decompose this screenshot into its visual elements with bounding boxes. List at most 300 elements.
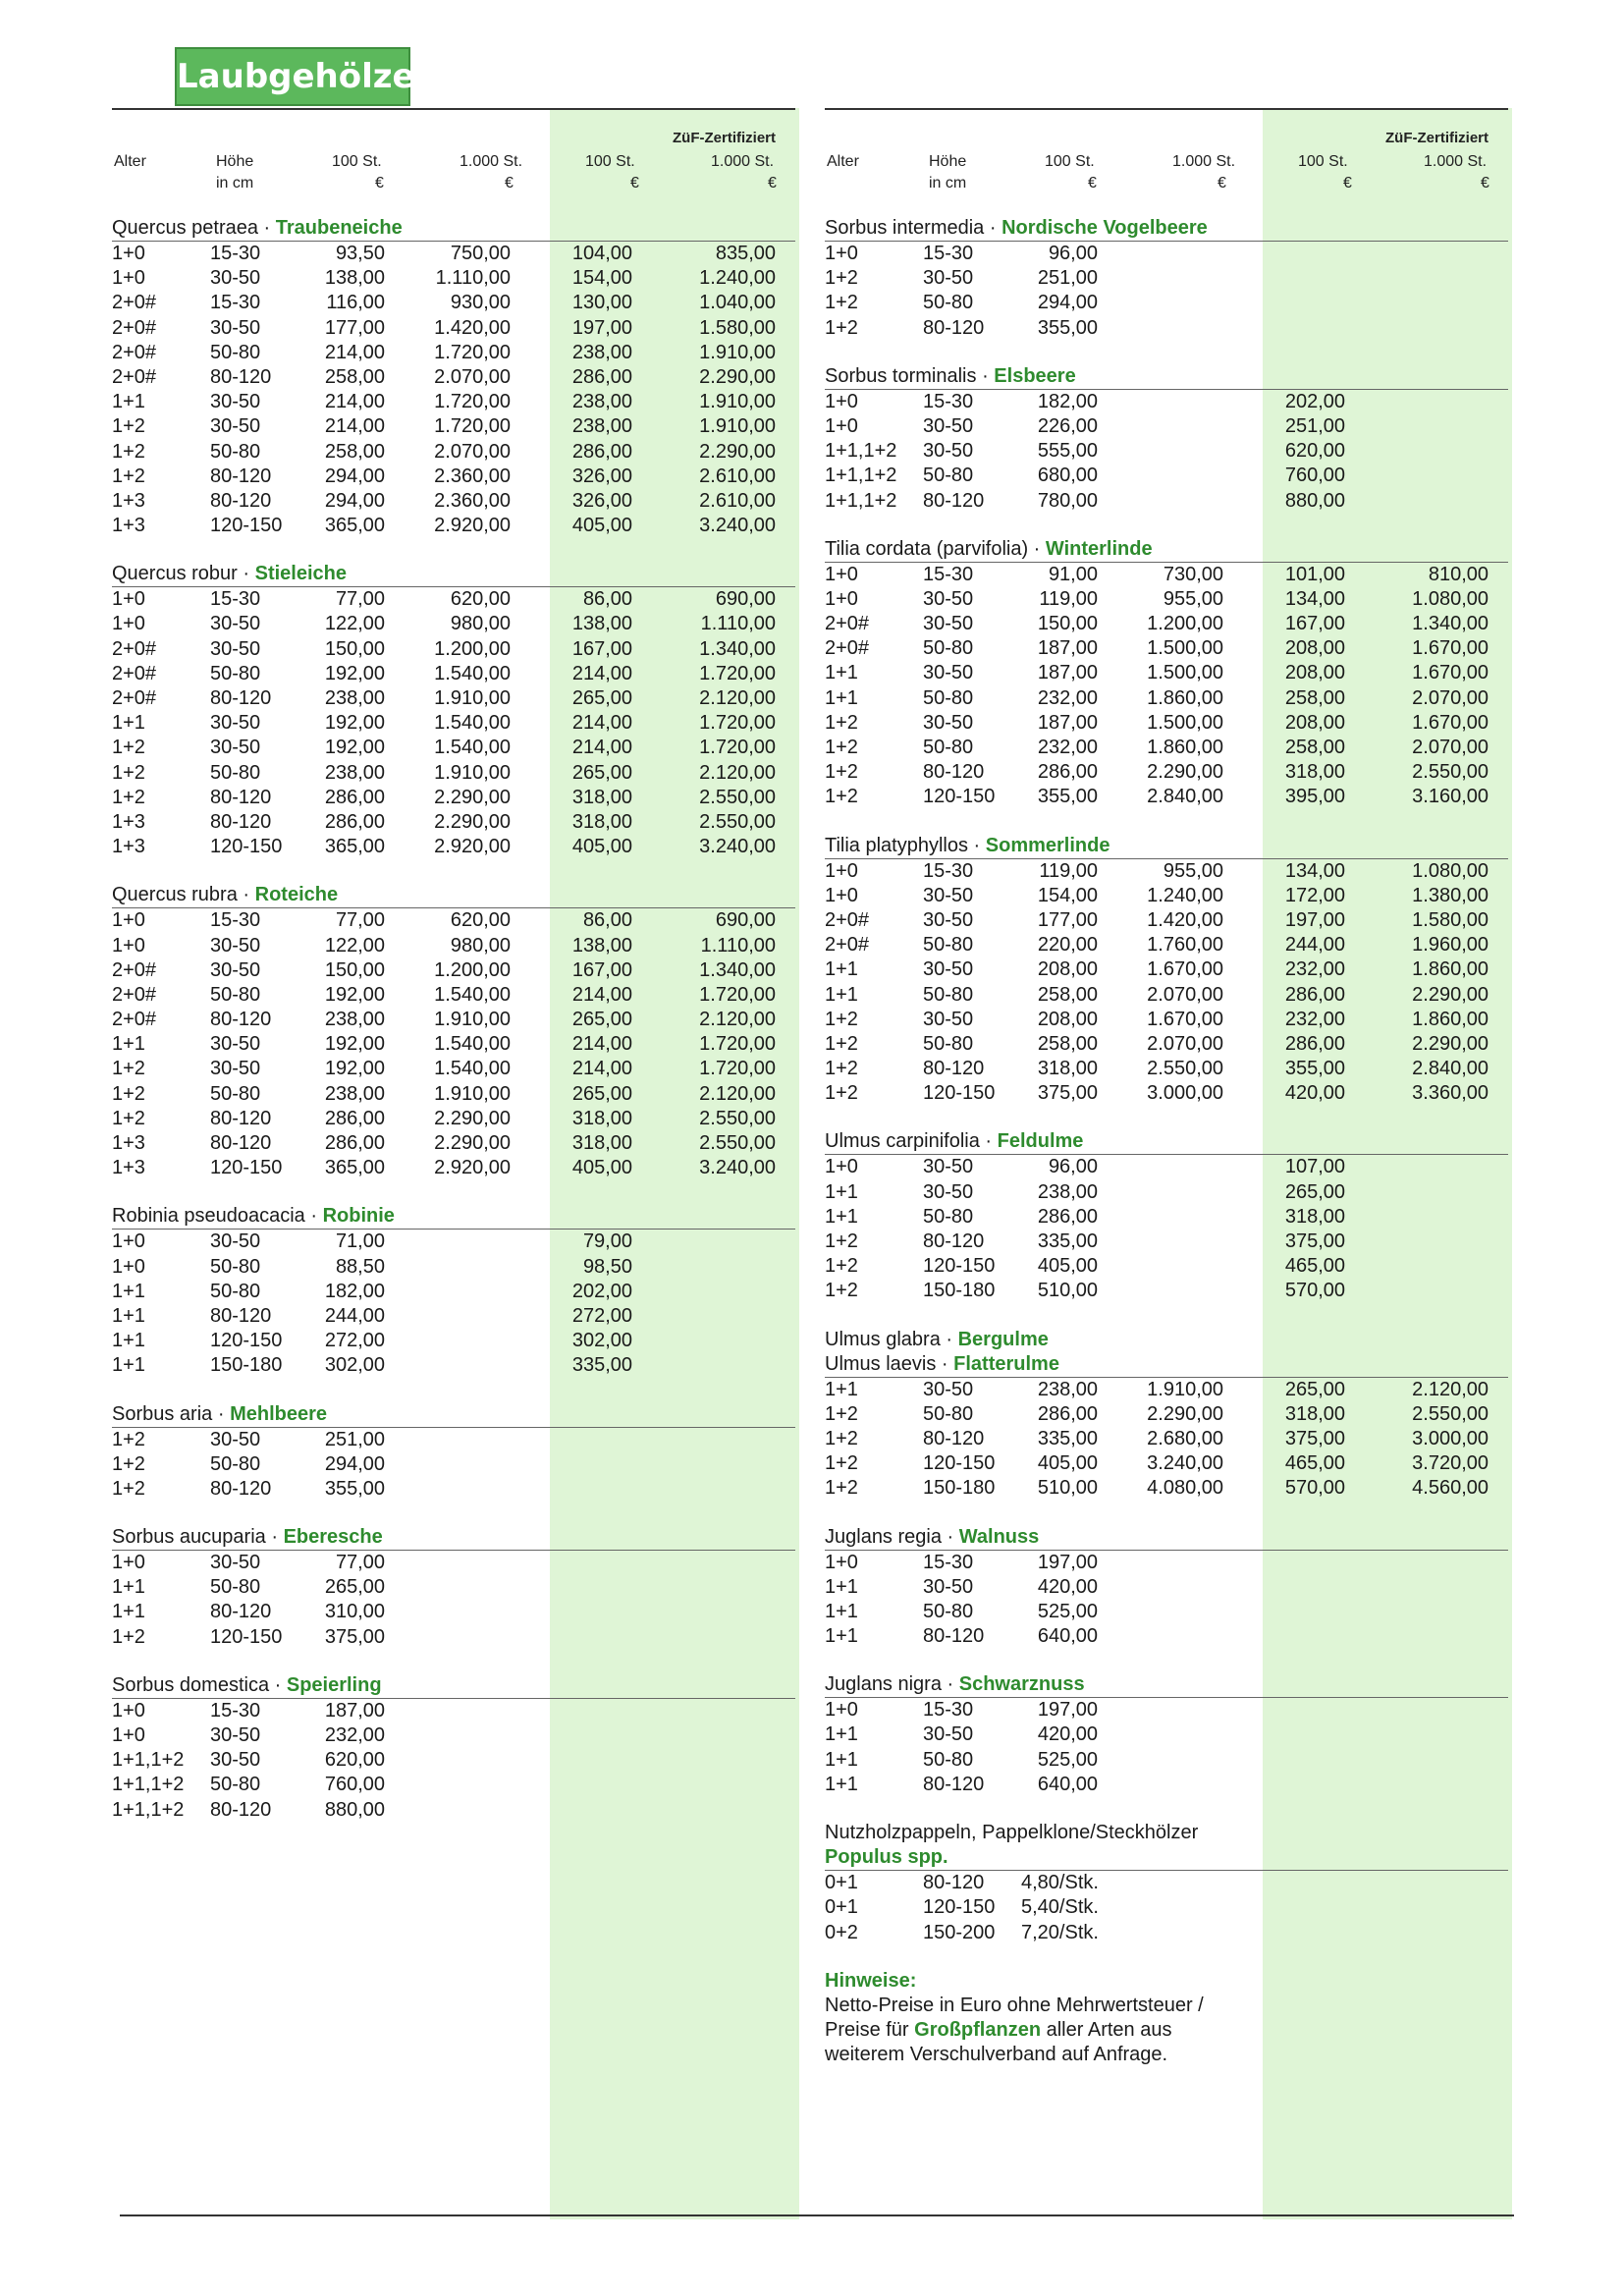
cell-cert-100: 286,00 bbox=[1284, 983, 1345, 1006]
cell-cert-1000: 2.610,00 bbox=[699, 465, 776, 487]
cell-alter: 1+0 bbox=[825, 884, 858, 906]
cell-hoehe: 30-50 bbox=[923, 587, 974, 610]
cell-price-each: 5,40/Stk. bbox=[1021, 1896, 1099, 1919]
price-row bbox=[825, 785, 1508, 809]
price-row bbox=[825, 1551, 1508, 1575]
price-row bbox=[825, 439, 1508, 464]
cell-cert-1000: 1.080,00 bbox=[1412, 859, 1489, 882]
cell-price-100: 77,00 bbox=[335, 1552, 385, 1574]
price-row bbox=[825, 316, 1508, 341]
cell-price-1000: 750,00 bbox=[450, 243, 511, 264]
cell-hoehe: 15-30 bbox=[923, 859, 974, 882]
separator: · bbox=[265, 1526, 284, 1549]
cell-alter: 2+0# bbox=[825, 908, 870, 931]
left-sections bbox=[112, 216, 795, 1846]
cell-hoehe: 80-120 bbox=[210, 1107, 272, 1129]
cell-price-100: 116,00 bbox=[326, 292, 385, 314]
price-row bbox=[825, 464, 1508, 488]
cell-hoehe: 30-50 bbox=[923, 267, 974, 290]
cell-hoehe: 50-80 bbox=[210, 1082, 261, 1105]
cell-hoehe: 80-120 bbox=[210, 1601, 272, 1623]
cell-cert-100: 302,00 bbox=[571, 1330, 632, 1352]
cell-hoehe: 80-120 bbox=[923, 761, 985, 784]
cell-cert-1000: 3.240,00 bbox=[699, 1157, 776, 1179]
cell-price-100: 335,00 bbox=[1037, 1427, 1098, 1449]
cell-price-1000: 1.860,00 bbox=[1147, 737, 1223, 758]
cell-price-1000: 955,00 bbox=[1163, 587, 1223, 610]
species-section bbox=[112, 1402, 795, 1503]
cell-price-1000: 1.500,00 bbox=[1147, 637, 1223, 660]
cell-price-100: 420,00 bbox=[1037, 1575, 1098, 1598]
species-section bbox=[825, 216, 1508, 341]
cell-hoehe: 15-30 bbox=[210, 243, 261, 264]
cell-price-1000: 1.540,00 bbox=[434, 983, 511, 1006]
cell-cert-100: 134,00 bbox=[1284, 859, 1345, 882]
cell-hoehe: 30-50 bbox=[923, 958, 974, 981]
cell-hoehe: 120-150 bbox=[210, 1157, 283, 1179]
cell-cert-1000: 2.550,00 bbox=[699, 1132, 776, 1154]
cell-price-1000: 1.760,00 bbox=[1147, 934, 1223, 957]
cell-cert-100: 286,00 bbox=[571, 365, 632, 388]
cell-price-1000: 1.200,00 bbox=[1147, 613, 1223, 635]
cell-cert-1000: 690,00 bbox=[715, 588, 776, 611]
cell-hoehe: 150-180 bbox=[923, 1280, 996, 1302]
price-row bbox=[112, 736, 795, 760]
cell-price-1000: 1.720,00 bbox=[434, 341, 511, 363]
price-row bbox=[112, 465, 795, 489]
species-title bbox=[112, 883, 795, 908]
cell-price-100: 150,00 bbox=[324, 637, 385, 660]
cell-cert-1000: 2.120,00 bbox=[699, 761, 776, 784]
header-z1000-currency: € bbox=[768, 175, 777, 191]
cell-alter: 2+0# bbox=[112, 983, 157, 1006]
species-title bbox=[825, 1352, 1508, 1378]
price-row bbox=[825, 1081, 1508, 1106]
cell-price-100: 286,00 bbox=[1037, 1402, 1098, 1425]
cell-hoehe: 80-120 bbox=[210, 489, 272, 512]
species-latin: Tilia platyphyllos bbox=[825, 834, 968, 856]
price-row bbox=[112, 1551, 795, 1575]
cell-price-1000: 1.420,00 bbox=[1147, 908, 1223, 931]
price-row bbox=[825, 612, 1508, 636]
cell-alter: 1+1 bbox=[112, 1330, 145, 1352]
cell-cert-1000: 1.910,00 bbox=[699, 341, 776, 363]
cell-cert-1000: 3.240,00 bbox=[699, 836, 776, 858]
cell-alter: 1+3 bbox=[112, 489, 145, 512]
cell-alter: 1+0 bbox=[112, 1552, 145, 1574]
species-section bbox=[112, 1673, 795, 1823]
cell-price-100: 91,00 bbox=[1048, 563, 1098, 585]
header-z100: 100 St. bbox=[1298, 153, 1348, 170]
cell-alter: 2+0# bbox=[112, 292, 157, 314]
cell-alter: 1+2 bbox=[825, 1058, 858, 1080]
cell-cert-1000: 2.550,00 bbox=[1412, 761, 1489, 784]
cell-cert-1000: 1.720,00 bbox=[699, 1058, 776, 1080]
cell-cert-100: 232,00 bbox=[1284, 1008, 1345, 1030]
header-z1000: 1.000 St. bbox=[711, 153, 775, 170]
cell-cert-1000: 1.380,00 bbox=[1412, 884, 1489, 906]
cell-alter: 1+2 bbox=[112, 1477, 145, 1500]
cell-price-1000: 2.920,00 bbox=[434, 515, 511, 537]
cell-hoehe: 80-120 bbox=[210, 1798, 272, 1821]
cell-alter: 1+1 bbox=[825, 958, 858, 981]
cell-price-100: 238,00 bbox=[324, 761, 385, 784]
price-row bbox=[825, 1748, 1508, 1773]
price-row bbox=[112, 514, 795, 538]
cell-cert-1000: 1.860,00 bbox=[1412, 958, 1489, 981]
cell-price-100: 187,00 bbox=[1037, 637, 1098, 660]
cell-alter: 1+2 bbox=[112, 737, 145, 759]
cell-alter: 1+2 bbox=[825, 1402, 858, 1425]
header-p1000: 1.000 St. bbox=[460, 153, 523, 170]
cell-cert-100: 265,00 bbox=[571, 1009, 632, 1031]
cell-cert-1000: 1.720,00 bbox=[699, 1033, 776, 1056]
separator: · bbox=[269, 1673, 287, 1696]
cell-hoehe: 30-50 bbox=[923, 613, 974, 635]
cell-alter: 1+1 bbox=[825, 686, 858, 709]
species-latin: Sorbus torminalis bbox=[825, 364, 977, 387]
price-row bbox=[825, 711, 1508, 736]
bottom-rule bbox=[120, 2214, 1514, 2216]
cell-price-100: 265,00 bbox=[324, 1576, 385, 1599]
cell-cert-1000: 2.610,00 bbox=[699, 489, 776, 512]
cell-hoehe: 30-50 bbox=[210, 958, 261, 981]
price-row bbox=[825, 1279, 1508, 1303]
price-row bbox=[112, 1156, 795, 1180]
cell-alter: 2+0# bbox=[112, 365, 157, 388]
cell-price-1000: 2.070,00 bbox=[1147, 983, 1223, 1006]
price-row bbox=[112, 489, 795, 514]
cell-hoehe: 30-50 bbox=[923, 1008, 974, 1030]
cell-cert-100: 214,00 bbox=[571, 1033, 632, 1056]
cell-cert-100: 258,00 bbox=[1284, 737, 1345, 758]
cell-price-100: 93,50 bbox=[335, 243, 385, 264]
cell-cert-100: 197,00 bbox=[1284, 908, 1345, 931]
price-row bbox=[112, 1477, 795, 1502]
cell-price-100: 238,00 bbox=[324, 687, 385, 709]
cell-cert-100: 202,00 bbox=[571, 1280, 632, 1302]
cell-hoehe: 50-80 bbox=[923, 737, 974, 758]
cell-alter: 1+0 bbox=[112, 1699, 145, 1722]
cert-label: ZüF-Zertifiziert bbox=[1385, 130, 1489, 146]
species-latin: Sorbus intermedia bbox=[825, 217, 985, 239]
cell-price-100: 760,00 bbox=[324, 1774, 385, 1796]
price-row bbox=[112, 711, 795, 736]
poplar-intro: Nutzholzpappeln, Pappelklone/Steckhölzer bbox=[825, 1822, 1199, 1843]
species-german: Eberesche bbox=[283, 1526, 383, 1549]
species-title bbox=[112, 1525, 795, 1551]
cell-alter: 0+2 bbox=[825, 1921, 858, 1943]
cell-cert-100: 405,00 bbox=[571, 515, 632, 537]
cell-price-100: 238,00 bbox=[1037, 1180, 1098, 1203]
cell-price-1000: 1.540,00 bbox=[434, 1058, 511, 1080]
cell-hoehe: 30-50 bbox=[210, 1033, 261, 1056]
cell-hoehe: 80-120 bbox=[210, 786, 272, 808]
cell-hoehe: 30-50 bbox=[210, 1749, 261, 1772]
cell-price-100: 294,00 bbox=[324, 489, 385, 512]
cell-price-1000: 1.540,00 bbox=[434, 737, 511, 759]
cell-hoehe: 50-80 bbox=[210, 341, 261, 363]
price-row bbox=[112, 1008, 795, 1032]
price-row bbox=[825, 242, 1508, 266]
cell-alter: 1+2 bbox=[825, 711, 858, 734]
cell-cert-100: 134,00 bbox=[1284, 587, 1345, 610]
cell-cert-100: 167,00 bbox=[571, 637, 632, 660]
cell-price-1000: 1.540,00 bbox=[434, 662, 511, 684]
separator: · bbox=[979, 1130, 998, 1153]
cell-alter: 1+1 bbox=[825, 1625, 858, 1648]
cell-hoehe: 150-180 bbox=[923, 1477, 996, 1500]
price-row bbox=[825, 1451, 1508, 1476]
price-row bbox=[112, 662, 795, 686]
cell-alter: 1+1 bbox=[825, 1723, 858, 1746]
header-hoehe: Höhe bbox=[216, 153, 254, 170]
column-header bbox=[825, 108, 1508, 216]
cell-alter: 1+1 bbox=[112, 1304, 145, 1327]
cell-cert-1000: 3.160,00 bbox=[1412, 786, 1489, 808]
cell-hoehe: 30-50 bbox=[210, 637, 261, 660]
cell-cert-100: 107,00 bbox=[1284, 1156, 1345, 1178]
cell-price-1000: 1.540,00 bbox=[434, 1033, 511, 1056]
cell-hoehe: 80-120 bbox=[210, 687, 272, 709]
cell-price-1000: 2.550,00 bbox=[1147, 1058, 1223, 1080]
cell-cert-100: 318,00 bbox=[571, 810, 632, 833]
price-row bbox=[825, 1155, 1508, 1179]
header-z1000: 1.000 St. bbox=[1424, 153, 1488, 170]
cell-price-100: 197,00 bbox=[1037, 1551, 1098, 1573]
cell-price-100: 220,00 bbox=[1037, 934, 1098, 957]
species-german: Nordische Vogelbeere bbox=[1001, 217, 1208, 239]
cell-price-1000: 1.720,00 bbox=[434, 415, 511, 438]
cell-hoehe: 15-30 bbox=[210, 909, 261, 932]
cell-price-100: 96,00 bbox=[1048, 1156, 1098, 1178]
species-title bbox=[825, 1672, 1508, 1698]
cell-cert-100: 318,00 bbox=[571, 1107, 632, 1129]
cell-cert-100: 208,00 bbox=[1284, 662, 1345, 684]
cell-price-100: 405,00 bbox=[1037, 1452, 1098, 1475]
cell-hoehe: 80-120 bbox=[210, 810, 272, 833]
price-row bbox=[112, 958, 795, 983]
separator: · bbox=[968, 834, 986, 856]
cell-price-1000: 1.540,00 bbox=[434, 712, 511, 735]
cell-price-each: 4,80/Stk. bbox=[1021, 1872, 1099, 1894]
separator: · bbox=[1028, 537, 1046, 560]
cell-cert-100: 265,00 bbox=[571, 761, 632, 784]
species-latin: Juglans nigra bbox=[825, 1673, 942, 1696]
cell-price-1000: 730,00 bbox=[1163, 563, 1223, 585]
cell-hoehe: 50-80 bbox=[923, 637, 974, 660]
cell-hoehe: 50-80 bbox=[923, 1032, 974, 1055]
species-latin: Sorbus aucuparia bbox=[112, 1526, 266, 1549]
cell-price-100: 214,00 bbox=[324, 391, 385, 413]
cell-price-100: 187,00 bbox=[1037, 662, 1098, 684]
species-section bbox=[825, 1129, 1508, 1303]
separator: · bbox=[257, 217, 276, 239]
cell-cert-100: 395,00 bbox=[1284, 786, 1345, 808]
species-german: Roteiche bbox=[254, 884, 339, 906]
cell-price-1000: 1.910,00 bbox=[434, 761, 511, 784]
cell-hoehe: 30-50 bbox=[923, 1180, 974, 1203]
header-alter: Alter bbox=[827, 153, 859, 170]
species-title bbox=[112, 1673, 795, 1699]
species-title bbox=[112, 216, 795, 242]
cell-price-100: 525,00 bbox=[1037, 1600, 1098, 1622]
cell-hoehe: 15-30 bbox=[923, 243, 974, 264]
cell-hoehe: 30-50 bbox=[923, 884, 974, 906]
cell-price-100: 238,00 bbox=[324, 1082, 385, 1105]
cell-cert-100: 214,00 bbox=[571, 712, 632, 735]
cell-alter: 1+2 bbox=[825, 786, 858, 808]
cell-hoehe: 80-120 bbox=[210, 1304, 272, 1327]
cell-price-100: 150,00 bbox=[1037, 613, 1098, 635]
notes-line1: Netto-Preise in Euro ohne Mehrwertsteuer / bbox=[825, 1994, 1204, 2016]
header-p100: 100 St. bbox=[332, 153, 382, 170]
species-german: Flatterulme bbox=[953, 1352, 1059, 1375]
cell-cert-100: 420,00 bbox=[1284, 1082, 1345, 1105]
cell-price-100: 405,00 bbox=[1037, 1255, 1098, 1278]
cell-hoehe: 15-30 bbox=[923, 390, 974, 412]
cell-price-100: 302,00 bbox=[324, 1354, 385, 1377]
cell-hoehe: 80-120 bbox=[210, 1477, 272, 1500]
price-row bbox=[825, 983, 1508, 1008]
cell-price-100: 510,00 bbox=[1037, 1477, 1098, 1500]
cell-cert-100: 272,00 bbox=[571, 1304, 632, 1327]
cert-label: ZüF-Zertifiziert bbox=[673, 130, 776, 146]
cell-price-100: 620,00 bbox=[324, 1749, 385, 1772]
cell-cert-100: 238,00 bbox=[571, 341, 632, 363]
cell-price-100: 286,00 bbox=[1037, 761, 1098, 784]
cell-price-1000: 955,00 bbox=[1163, 859, 1223, 882]
cell-price-100: 197,00 bbox=[1037, 1699, 1098, 1722]
cell-price-100: 177,00 bbox=[324, 316, 385, 339]
poplar-row bbox=[825, 1871, 1508, 1895]
price-row bbox=[825, 1600, 1508, 1624]
cell-alter: 1+0 bbox=[112, 267, 145, 290]
cell-hoehe: 50-80 bbox=[923, 1205, 974, 1228]
cell-price-100: 525,00 bbox=[1037, 1748, 1098, 1771]
cell-cert-100: 405,00 bbox=[571, 1157, 632, 1179]
cell-price-100: 258,00 bbox=[1037, 983, 1098, 1006]
price-row bbox=[825, 489, 1508, 514]
price-row bbox=[112, 1107, 795, 1131]
cell-cert-1000: 1.580,00 bbox=[699, 316, 776, 339]
price-row bbox=[825, 1254, 1508, 1279]
cell-cert-100: 335,00 bbox=[571, 1354, 632, 1377]
cell-price-100: 510,00 bbox=[1037, 1280, 1098, 1302]
cell-cert-1000: 2.290,00 bbox=[699, 365, 776, 388]
species-section bbox=[112, 883, 795, 1180]
cell-price-100: 375,00 bbox=[324, 1625, 385, 1648]
cell-cert-1000: 2.120,00 bbox=[699, 1009, 776, 1031]
cell-hoehe: 50-80 bbox=[210, 983, 261, 1006]
cell-alter: 1+2 bbox=[112, 440, 145, 463]
cell-hoehe: 120-150 bbox=[210, 1330, 283, 1352]
cell-price-1000: 2.290,00 bbox=[434, 1107, 511, 1129]
cell-price-100: 77,00 bbox=[335, 588, 385, 611]
cell-price-100: 192,00 bbox=[324, 983, 385, 1006]
cell-cert-100: 570,00 bbox=[1284, 1477, 1345, 1500]
cell-price-100: 258,00 bbox=[324, 440, 385, 463]
cell-cert-1000: 1.340,00 bbox=[699, 637, 776, 660]
cell-alter: 1+1 bbox=[825, 1773, 858, 1795]
cell-price-100: 208,00 bbox=[1037, 958, 1098, 981]
separator: · bbox=[304, 1205, 323, 1228]
price-row bbox=[112, 1575, 795, 1600]
cell-cert-1000: 1.670,00 bbox=[1412, 637, 1489, 660]
cell-price-100: 182,00 bbox=[1037, 390, 1098, 412]
cell-price-100: 286,00 bbox=[324, 1107, 385, 1129]
cell-hoehe: 50-80 bbox=[923, 292, 974, 314]
species-german: Mehlbeere bbox=[230, 1402, 327, 1425]
cell-price-1000: 980,00 bbox=[450, 934, 511, 957]
cell-alter: 1+0 bbox=[825, 1699, 858, 1722]
cell-hoehe: 15-30 bbox=[210, 292, 261, 314]
cell-alter: 1+0 bbox=[112, 588, 145, 611]
cell-cert-1000: 2.070,00 bbox=[1412, 737, 1489, 758]
cell-hoehe: 15-30 bbox=[923, 1699, 974, 1722]
species-title bbox=[825, 1525, 1508, 1551]
cell-price-100: 555,00 bbox=[1037, 440, 1098, 463]
cell-hoehe: 50-80 bbox=[923, 686, 974, 709]
cell-price-100: 177,00 bbox=[1037, 908, 1098, 931]
cell-price-100: 192,00 bbox=[324, 712, 385, 735]
cell-alter: 1+0 bbox=[825, 587, 858, 610]
price-row bbox=[825, 1476, 1508, 1501]
notes-heading: Hinweise: bbox=[825, 1969, 917, 1992]
cell-price-100: 294,00 bbox=[324, 465, 385, 487]
cell-price-100: 780,00 bbox=[1037, 489, 1098, 512]
cell-price-100: 365,00 bbox=[324, 515, 385, 537]
species-german: Traubeneiche bbox=[275, 217, 403, 239]
cell-price-100: 88,50 bbox=[335, 1255, 385, 1278]
cell-price-100: 122,00 bbox=[324, 613, 385, 635]
cell-cert-1000: 2.070,00 bbox=[1412, 686, 1489, 709]
cell-cert-100: 286,00 bbox=[571, 440, 632, 463]
price-row bbox=[112, 365, 795, 390]
cell-hoehe: 50-80 bbox=[923, 983, 974, 1006]
cell-alter: 1+2 bbox=[825, 292, 858, 314]
cell-cert-100: 214,00 bbox=[571, 983, 632, 1006]
header-alter: Alter bbox=[114, 153, 146, 170]
price-row bbox=[825, 1230, 1508, 1254]
price-row bbox=[112, 686, 795, 711]
cell-hoehe: 15-30 bbox=[923, 1551, 974, 1573]
cell-price-100: 375,00 bbox=[1037, 1082, 1098, 1105]
price-row bbox=[112, 440, 795, 465]
cell-cert-1000: 2.550,00 bbox=[699, 810, 776, 833]
notes-line2-pre: Preise für bbox=[825, 2018, 915, 2041]
cell-alter: 1+0 bbox=[112, 1255, 145, 1278]
species-latin: Tilia cordata (parvifolia) bbox=[825, 537, 1029, 560]
cell-cert-100: 265,00 bbox=[571, 687, 632, 709]
cell-alter: 2+0# bbox=[112, 316, 157, 339]
cell-hoehe: 50-80 bbox=[210, 440, 261, 463]
cell-cert-100: 98,50 bbox=[582, 1255, 632, 1278]
cell-alter: 1+2 bbox=[825, 761, 858, 784]
cell-hoehe: 50-80 bbox=[210, 1280, 261, 1302]
price-row bbox=[112, 1280, 795, 1304]
cell-alter: 1+0 bbox=[825, 1551, 858, 1573]
cell-price-1000: 1.500,00 bbox=[1147, 711, 1223, 734]
cell-cert-100: 265,00 bbox=[571, 1082, 632, 1105]
cell-alter: 1+0 bbox=[825, 563, 858, 585]
cell-price-100: 192,00 bbox=[324, 1058, 385, 1080]
cell-price-100: 355,00 bbox=[324, 1477, 385, 1500]
cell-cert-100: 202,00 bbox=[1284, 390, 1345, 412]
cell-hoehe: 50-80 bbox=[923, 934, 974, 957]
cell-cert-100: 265,00 bbox=[1284, 1378, 1345, 1400]
price-row bbox=[825, 1575, 1508, 1600]
